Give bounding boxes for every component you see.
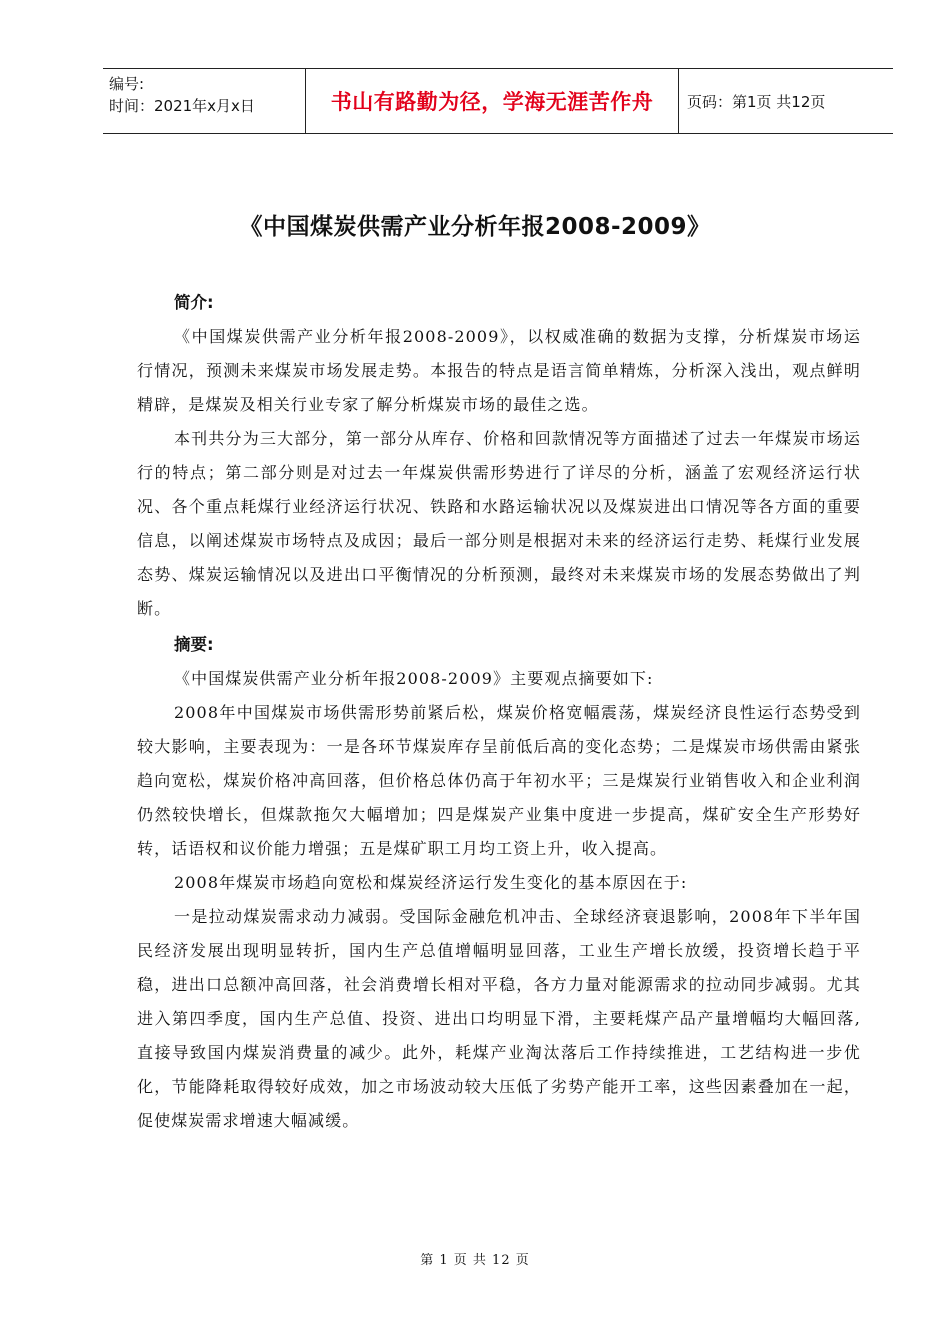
summary-paragraph: 2008年煤炭市场趋向宽松和煤炭经济运行发生变化的基本原因在于: [174, 873, 688, 892]
header-table [103, 68, 893, 134]
header-motto-cell [305, 69, 679, 133]
summary-paragraph: 一是拉动煤炭需求动力减弱。受国际金融危机冲击、全球经济衰退影响，2008年下半年国民经济发展出现明显转折，国内生产总值增幅明显回落，工业生产增长放缓，投资增长趋于平稳，进出口总额冲高回落，社会消费增长相对平稳，各方力量对能源需求的拉动同步减弱。尤其进入第四季度，国内生产总值、投资、进出口均明显下滑，主要耗煤产品产量增幅均大幅回落,直接导致国内煤炭消费量的减少。此外，耗煤产业淘汰落后工作持续推进，工艺结构进一步优化，节能降耗取得较好成效，加之市场波动较大压低了劣势产能开工率，这些因素叠加在一起，促使煤炭需求增速大幅减缓。 [137, 907, 861, 1130]
document-title: 《中国煤炭供需产业分析年报2008-2009》 [239, 214, 711, 240]
document-body [137, 286, 861, 1138]
summary-paragraph: 《中国煤炭供需产业分析年报2008-2009》主要观点摘要如下: [174, 669, 654, 688]
page-footer: 第 1 页 共 12 页 [420, 1253, 530, 1268]
intro-paragraph: 《中国煤炭供需产业分析年报2008-2009》，以权威准确的数据为支撑，分析煤炭市场运行情况，预测未来煤炭市场发展走势。本报告的特点是语言简单精炼，分析深入浅出，观点鲜明精辟，是煤炭及相关行业专家了解分析煤炭市场的最佳之选。 [137, 327, 861, 414]
document-time-label: 时间：2021年x月x日 [109, 97, 255, 115]
intro-paragraph: 本刊共分为三大部分，第一部分从库存、价格和回款情况等方面描述了过去一年煤炭市场运行的特点；第二部分则是对过去一年煤炭供需形势进行了详尽的分析，涵盖了宏观经济运行状况、各个重点耗煤行业经济运行状况、铁路和水路运输状况以及煤炭进出口情况等各方面的重要信息，以阐述煤炭市场特点及成因；最后一部分则是根据对未来的经济运行走势、耗煤行业发展态势、煤炭运输情况以及进出口平衡情况的分析预测，最终对未来煤炭市场的发展态势做出了判断。 [137, 429, 861, 618]
header-page-label: 页码：第1页 共12页 [687, 92, 826, 111]
header-page-cell [679, 69, 893, 133]
document-number-label: 编号: [109, 75, 145, 93]
intro-heading: 简介: [174, 293, 214, 312]
summary-heading: 摘要: [174, 635, 214, 654]
summary-paragraph: 2008年中国煤炭市场供需形势前紧后松，煤炭价格宽幅震荡，煤炭经济良性运行态势受到较大影响，主要表现为：一是各环节煤炭库存呈前低后高的变化态势；二是煤炭市场供需由紧张趋向宽松，煤炭价格冲高回落，但价格总体仍高于年初水平；三是煤炭行业销售收入和企业利润仍然较快增长，但煤款拖欠大幅增加；四是煤炭产业集中度进一步提高，煤矿安全生产形势好转，话语权和议价能力增强；五是煤矿职工月均工资上升，收入提高。 [137, 703, 861, 858]
header-motto: 书山有路勤为径，学海无涯苦作舟 [330, 90, 654, 114]
header-meta-cell [103, 69, 305, 133]
